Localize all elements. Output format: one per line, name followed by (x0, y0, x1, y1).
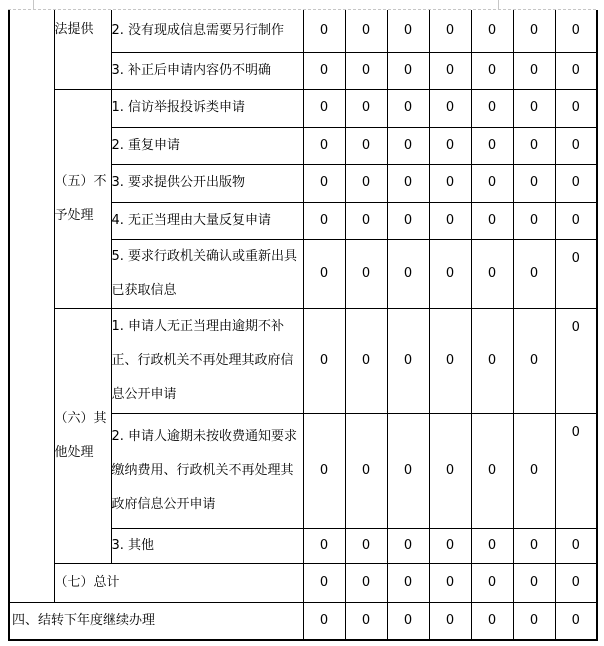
value-cell: 0 (555, 413, 597, 528)
value-cell: 0 (345, 563, 387, 602)
value-cell: 0 (555, 10, 597, 52)
value-cell: 0 (429, 239, 471, 308)
value-cell: 0 (555, 563, 597, 602)
value-cell: 0 (303, 528, 345, 563)
table-row (9, 563, 597, 602)
item-label: 3. 补正后申请内容仍不明确 (111, 52, 303, 89)
value-cell: 0 (429, 563, 471, 602)
total-row-label: （七）总计 (54, 563, 303, 602)
table-row (9, 602, 597, 640)
item-label: 4. 无正当理由大量反复申请 (111, 202, 303, 239)
item-label: 5. 要求行政机关确认或重新出具已获取信息 (111, 239, 303, 308)
item-label: 3. 要求提供公开出版物 (111, 164, 303, 202)
value-cell: 0 (429, 89, 471, 127)
table-row (9, 308, 597, 413)
value-cell: 0 (555, 89, 597, 127)
value-cell: 0 (387, 563, 429, 602)
left-span-cell (9, 10, 54, 602)
value-cell: 0 (303, 413, 345, 528)
value-cell: 0 (471, 89, 513, 127)
table-row (9, 10, 597, 52)
value-cell: 0 (513, 127, 555, 164)
value-cell: 0 (513, 89, 555, 127)
value-cell: 0 (555, 52, 597, 89)
value-cell: 0 (471, 528, 513, 563)
item-label: 2. 没有现成信息需要另行制作 (111, 10, 303, 52)
value-cell: 0 (513, 308, 555, 413)
value-cell: 0 (471, 127, 513, 164)
value-cell: 0 (303, 10, 345, 52)
value-cell: 0 (387, 602, 429, 640)
value-cell: 0 (555, 239, 597, 308)
value-cell: 0 (345, 413, 387, 528)
value-cell: 0 (303, 52, 345, 89)
value-cell: 0 (429, 127, 471, 164)
value-cell: 0 (345, 602, 387, 640)
value-cell: 0 (555, 164, 597, 202)
value-cell: 0 (471, 563, 513, 602)
value-cell: 0 (471, 164, 513, 202)
value-cell: 0 (429, 413, 471, 528)
value-cell: 0 (513, 602, 555, 640)
value-cell: 0 (303, 127, 345, 164)
value-cell: 0 (429, 528, 471, 563)
value-cell: 0 (345, 308, 387, 413)
item-label: 2. 重复申请 (111, 127, 303, 164)
value-cell: 0 (513, 52, 555, 89)
value-cell: 0 (471, 308, 513, 413)
value-cell: 0 (387, 89, 429, 127)
value-cell: 0 (513, 239, 555, 308)
value-cell: 0 (471, 239, 513, 308)
value-cell: 0 (387, 308, 429, 413)
value-cell: 0 (429, 164, 471, 202)
value-cell: 0 (555, 308, 597, 413)
value-cell: 0 (345, 52, 387, 89)
value-cell: 0 (303, 602, 345, 640)
value-cell: 0 (513, 528, 555, 563)
value-cell: 0 (303, 239, 345, 308)
value-cell: 0 (387, 413, 429, 528)
value-cell: 0 (513, 413, 555, 528)
value-cell: 0 (555, 528, 597, 563)
table-row (9, 89, 597, 127)
value-cell: 0 (429, 52, 471, 89)
value-cell: 0 (387, 52, 429, 89)
value-cell: 0 (345, 127, 387, 164)
value-cell: 0 (387, 164, 429, 202)
value-cell: 0 (387, 10, 429, 52)
value-cell: 0 (471, 602, 513, 640)
value-cell: 0 (345, 528, 387, 563)
value-cell: 0 (303, 89, 345, 127)
value-cell: 0 (345, 202, 387, 239)
value-cell: 0 (303, 202, 345, 239)
value-cell: 0 (471, 10, 513, 52)
value-cell: 0 (471, 52, 513, 89)
value-cell: 0 (513, 10, 555, 52)
category-cell: （六）其他处理 (54, 308, 111, 563)
value-cell: 0 (345, 239, 387, 308)
value-cell: 0 (429, 202, 471, 239)
value-cell: 0 (471, 202, 513, 239)
value-cell: 0 (513, 164, 555, 202)
value-cell: 0 (387, 202, 429, 239)
item-label: 3. 其他 (111, 528, 303, 563)
value-cell: 0 (555, 202, 597, 239)
category-cell: 法提供 (54, 10, 111, 89)
value-cell: 0 (429, 602, 471, 640)
disclosure-table (8, 10, 598, 641)
carryover-row-label: 四、结转下年度继续办理 (9, 602, 303, 640)
item-label: 1. 申请人无正当理由逾期不补正、行政机关不再处理其政府信息公开申请 (111, 308, 303, 413)
item-label: 1. 信访举报投诉类申请 (111, 89, 303, 127)
value-cell: 0 (345, 10, 387, 52)
value-cell: 0 (387, 127, 429, 164)
value-cell: 0 (345, 89, 387, 127)
value-cell: 0 (429, 308, 471, 413)
item-label: 2. 申请人逾期未按收费通知要求缴纳费用、行政机关不再处理其政府信息公开申请 (111, 413, 303, 528)
value-cell: 0 (513, 202, 555, 239)
value-cell: 0 (471, 413, 513, 528)
value-cell: 0 (387, 239, 429, 308)
category-cell: （五）不予处理 (54, 89, 111, 308)
value-cell: 0 (513, 563, 555, 602)
value-cell: 0 (303, 164, 345, 202)
value-cell: 0 (555, 602, 597, 640)
value-cell: 0 (303, 308, 345, 413)
value-cell: 0 (345, 164, 387, 202)
value-cell: 0 (555, 127, 597, 164)
value-cell: 0 (429, 10, 471, 52)
value-cell: 0 (387, 528, 429, 563)
value-cell: 0 (303, 563, 345, 602)
